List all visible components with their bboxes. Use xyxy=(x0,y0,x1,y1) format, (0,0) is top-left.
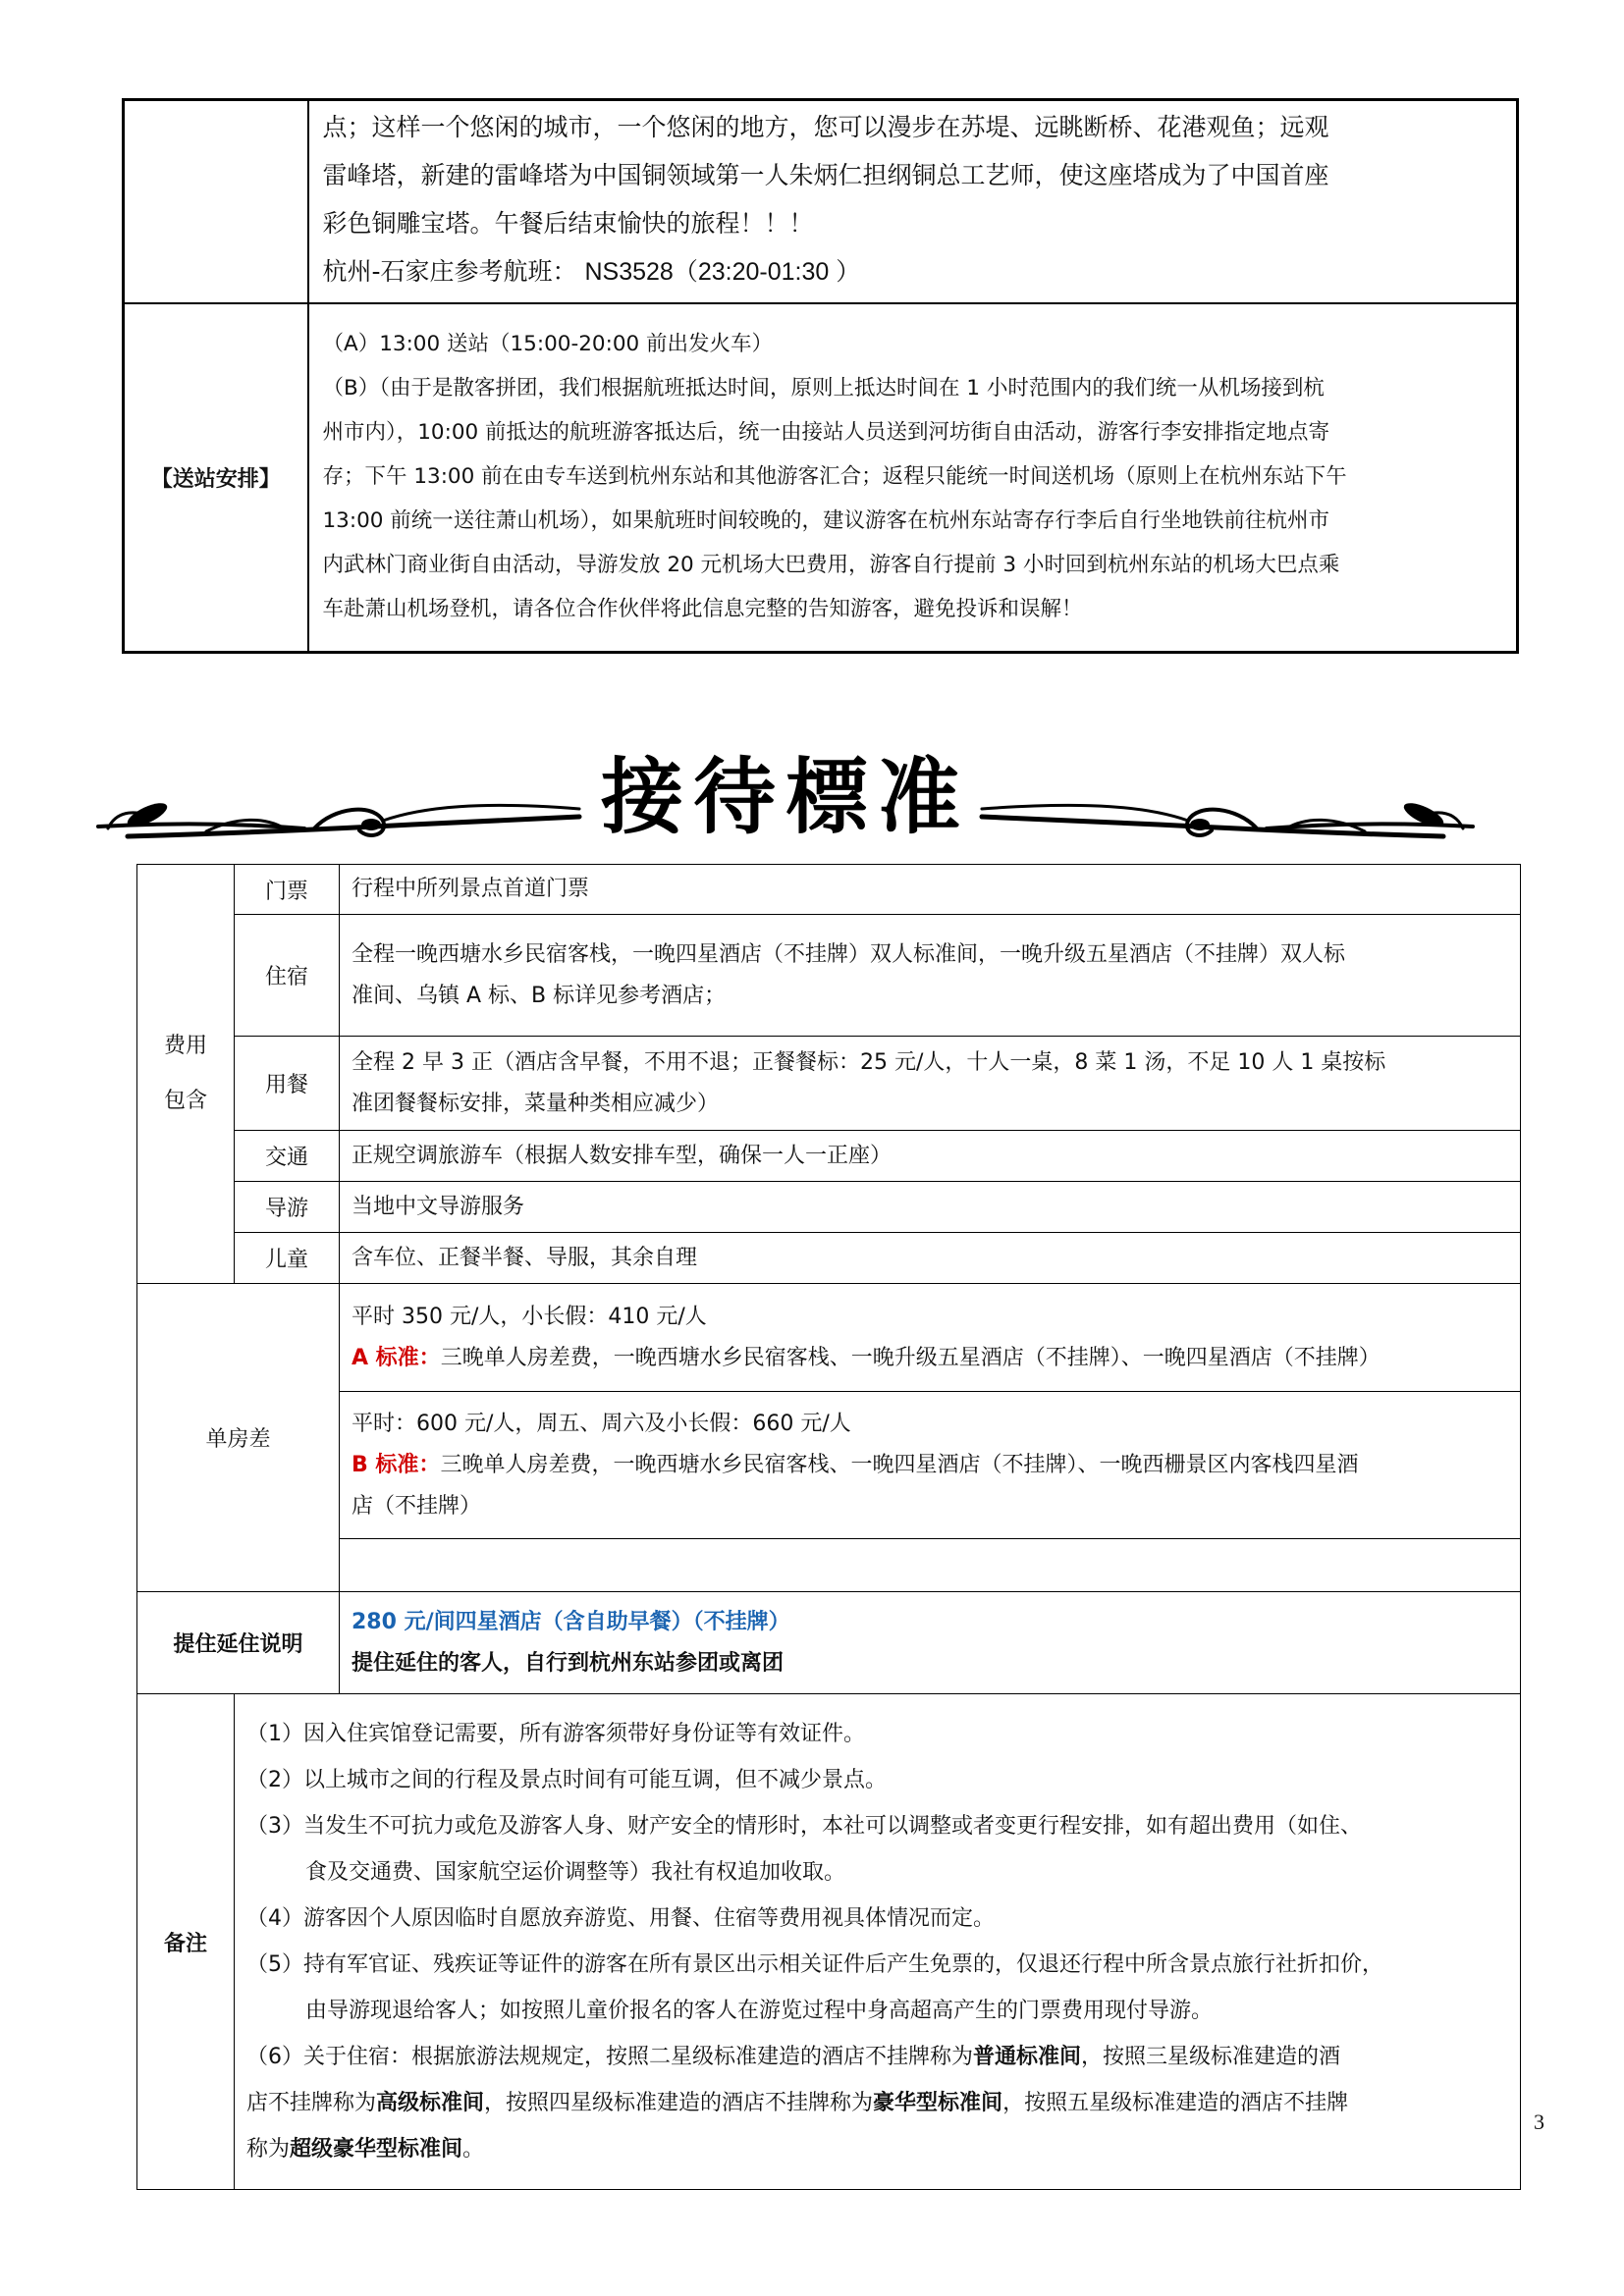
remark-text: ，按照三星级标准建造的酒 xyxy=(1081,2045,1341,2069)
remark-item: （3）当发生不可抗力或危及游客人身、财产安全的情形时，本社可以调整或者变更行程安排，如有超出费用（如住、 xyxy=(246,1814,1363,1839)
remark-item xyxy=(246,2034,1510,2080)
standard-a-tag: A 标准： xyxy=(352,1345,441,1370)
extended-stay-price: 280 元/间四星酒店（含自助早餐）（不挂牌） xyxy=(352,1609,790,1634)
send-line: 13:00 前统一送往萧山机场），如果航班时间较晚的，建议游客在杭州东站寄存行李后自行坐地铁前往杭州市 xyxy=(322,507,1330,533)
send-line: （B）（由于是散客拼团，我们根据航班抵达时间，原则上抵达时间在 1 小时范围内的我们统一从机场接到杭 xyxy=(322,375,1325,400)
single-room-category: 单房差 xyxy=(137,1284,340,1592)
standard-b-tag: B 标准： xyxy=(352,1452,441,1477)
fee-item-label: 导游 xyxy=(235,1182,340,1233)
single-room-standard-b xyxy=(340,1392,1521,1539)
itinerary-table xyxy=(122,98,1519,654)
remark-text: 店不挂牌称为 xyxy=(246,2091,377,2115)
fee-item-value xyxy=(340,865,1521,915)
remarks-content xyxy=(235,1694,1521,2190)
send-line: 存；下午 13:00 前在由专车送到杭州东站和其他游客汇合；返程只能统一时间送机场（原则上在杭州东站下午 xyxy=(322,463,1347,489)
remark-text: 称为 xyxy=(246,2137,291,2162)
remark-item: （5）持有军官证、残疾证等证件的游客在所有景区出示相关证件后产生免票的，仅退还行程中所含景点旅行社折扣价， xyxy=(246,1952,1384,1977)
fee-item-label: 交通 xyxy=(235,1131,340,1182)
remark-emphasis: 超级豪华型标准间 xyxy=(290,2137,463,2162)
standard-b-line xyxy=(352,1445,1508,1486)
fee-item-value xyxy=(340,915,1521,1037)
itinerary-line: 彩色铜雕宝塔。午餐后结束愉快的旅程！！！ xyxy=(322,209,814,238)
standard-a-price: 平时 350 元/人，小长假：410 元/人 xyxy=(352,1304,707,1329)
remark-item: （4）游客因个人原因临时自愿放弃游览、用餐、住宿等费用视具体情况而定。 xyxy=(246,1906,995,1931)
remarks-category: 备注 xyxy=(137,1694,235,2190)
standard-b-price: 平时：600 元/人，周五、周六及小长假：660 元/人 xyxy=(352,1411,851,1436)
send-arrangement-text xyxy=(308,303,1518,652)
extended-stay-category: 提住延住说明 xyxy=(137,1592,340,1694)
remark-text: ，按照四星级标准建造的酒店不挂牌称为 xyxy=(484,2091,874,2115)
fee-item-line: 行程中所列景点首道门票 xyxy=(352,877,590,901)
fee-item-line: 全程一晚西塘水乡民宿客栈，一晚四星酒店（不挂牌）双人标准间，一晚升级五星酒店（不挂牌）双人标 xyxy=(352,941,1346,967)
fee-item-value xyxy=(340,1037,1521,1131)
fee-item-value xyxy=(340,1131,1521,1182)
itinerary-line: 雷峰塔，新建的雷峰塔为中国铜领域第一人朱炳仁担纲铜总工艺师，使这座塔成为了中国首座 xyxy=(322,161,1329,189)
remark-item-continued: 食及交通费、国家航空运价调整等）我社有权追加收取。 xyxy=(305,1860,846,1885)
send-line: 车赴萧山机场登机，请各位合作伙伴将此信息完整的告知游客，避免投诉和误解！ xyxy=(322,596,1083,621)
send-arrangement-label: 【送站安排】 xyxy=(124,303,308,652)
fee-item-line: 准团餐餐标安排，菜量种类相应减少） xyxy=(352,1091,720,1116)
empty-label-cell xyxy=(124,100,308,304)
flight-line xyxy=(323,247,1505,296)
remark-emphasis: 普通标准间 xyxy=(973,2045,1082,2069)
fee-item-line: 含车位、正餐半餐、导服，其余自理 xyxy=(352,1245,698,1270)
fee-item-label: 门票 xyxy=(235,865,340,915)
remark-item: （1）因入住宾馆登记需要，所有游客须带好身份证等有效证件。 xyxy=(246,1722,865,1746)
single-room-standard-a xyxy=(340,1284,1521,1392)
remark-text: 。 xyxy=(462,2137,485,2162)
send-line: 州市内），10:00 前抵达的航班游客抵达后，统一由接站人员送到河坊街自由活动，游客行李安排指定地点寄 xyxy=(322,419,1330,445)
flight-label: 杭州-石家庄参考航班： xyxy=(322,257,577,286)
remark-emphasis: 豪华型标准间 xyxy=(873,2091,1003,2115)
send-line: 内武林门商业街自由活动，导游发放 20 元机场大巴费用，游客自行提前 3 小时回到杭州东站的机场大巴点乘 xyxy=(322,552,1340,577)
fee-item-line: 正规空调旅游车（根据人数安排车型，确保一人一正座） xyxy=(352,1143,893,1168)
fee-item-label: 儿童 xyxy=(235,1233,340,1284)
page-number: 3 xyxy=(1534,2109,1544,2134)
fee-item-line: 全程 2 早 3 正（酒店含早餐，不用不退；正餐餐标：25 元/人，十人一桌，8 菜 1 汤，不足 10 人 1 桌按标 xyxy=(352,1049,1386,1075)
extended-stay-content xyxy=(340,1592,1521,1694)
standard-b-desc: 三晚单人房差费，一晚西塘水乡民宿客栈、一晚四星酒店（不挂牌）、一晚西栅景区内客栈四星酒 xyxy=(440,1452,1359,1477)
itinerary-line: 点；这样一个悠闲的城市，一个悠闲的地方，您可以漫步在苏堤、远眺断桥、花港观鱼；远观 xyxy=(322,113,1329,141)
banner-title: 接待標准 xyxy=(600,748,970,845)
fee-item-label: 住宿 xyxy=(235,915,340,1037)
send-line: （A）13:00 送站（15:00-20:00 前出发火车） xyxy=(322,331,774,356)
fees-included-label: 费用包含 xyxy=(163,1034,207,1113)
fee-item-line: 准间、乌镇 A 标、B 标详见参考酒店； xyxy=(352,983,727,1008)
fee-item-line: 当地中文导游服务 xyxy=(352,1194,525,1219)
remark-item-continued xyxy=(246,2126,1510,2172)
standard-a-line xyxy=(352,1338,1508,1379)
remark-item: （2）以上城市之间的行程及景点时间有可能互调，但不减少景点。 xyxy=(246,1768,887,1792)
remark-text: （6）关于住宿：根据旅游法规规定，按照二星级标准建造的酒店不挂牌称为 xyxy=(246,2045,973,2069)
standard-b-line-continued: 店（不挂牌） xyxy=(352,1493,482,1519)
fee-item-label: 用餐 xyxy=(235,1037,340,1131)
fee-item-value xyxy=(340,1233,1521,1284)
remark-item-continued: 由导游现退给客人；如按照儿童价报名的客人在游览过程中身高超高产生的门票费用现付导游。 xyxy=(305,1999,1214,2023)
flight-value: NS3528（23:20-01:30 ） xyxy=(584,258,861,286)
remark-item-continued xyxy=(246,2080,1510,2126)
remark-emphasis: 高级标准间 xyxy=(376,2091,485,2115)
standard-a-desc: 三晚单人房差费，一晚西塘水乡民宿客栈、一晚升级五星酒店（不挂牌）、一晚四星酒店（不挂牌） xyxy=(440,1345,1380,1370)
reception-standard-table xyxy=(136,864,1521,2190)
fee-item-value xyxy=(340,1182,1521,1233)
itinerary-text-cell xyxy=(308,100,1518,304)
extended-stay-note: 提住延住的客人，自行到杭州东站参团或离团 xyxy=(352,1650,785,1676)
empty-cell xyxy=(340,1539,1521,1592)
remark-text: ，按照五星级标准建造的酒店不挂牌 xyxy=(1002,2091,1349,2115)
fees-included-category xyxy=(137,865,235,1284)
